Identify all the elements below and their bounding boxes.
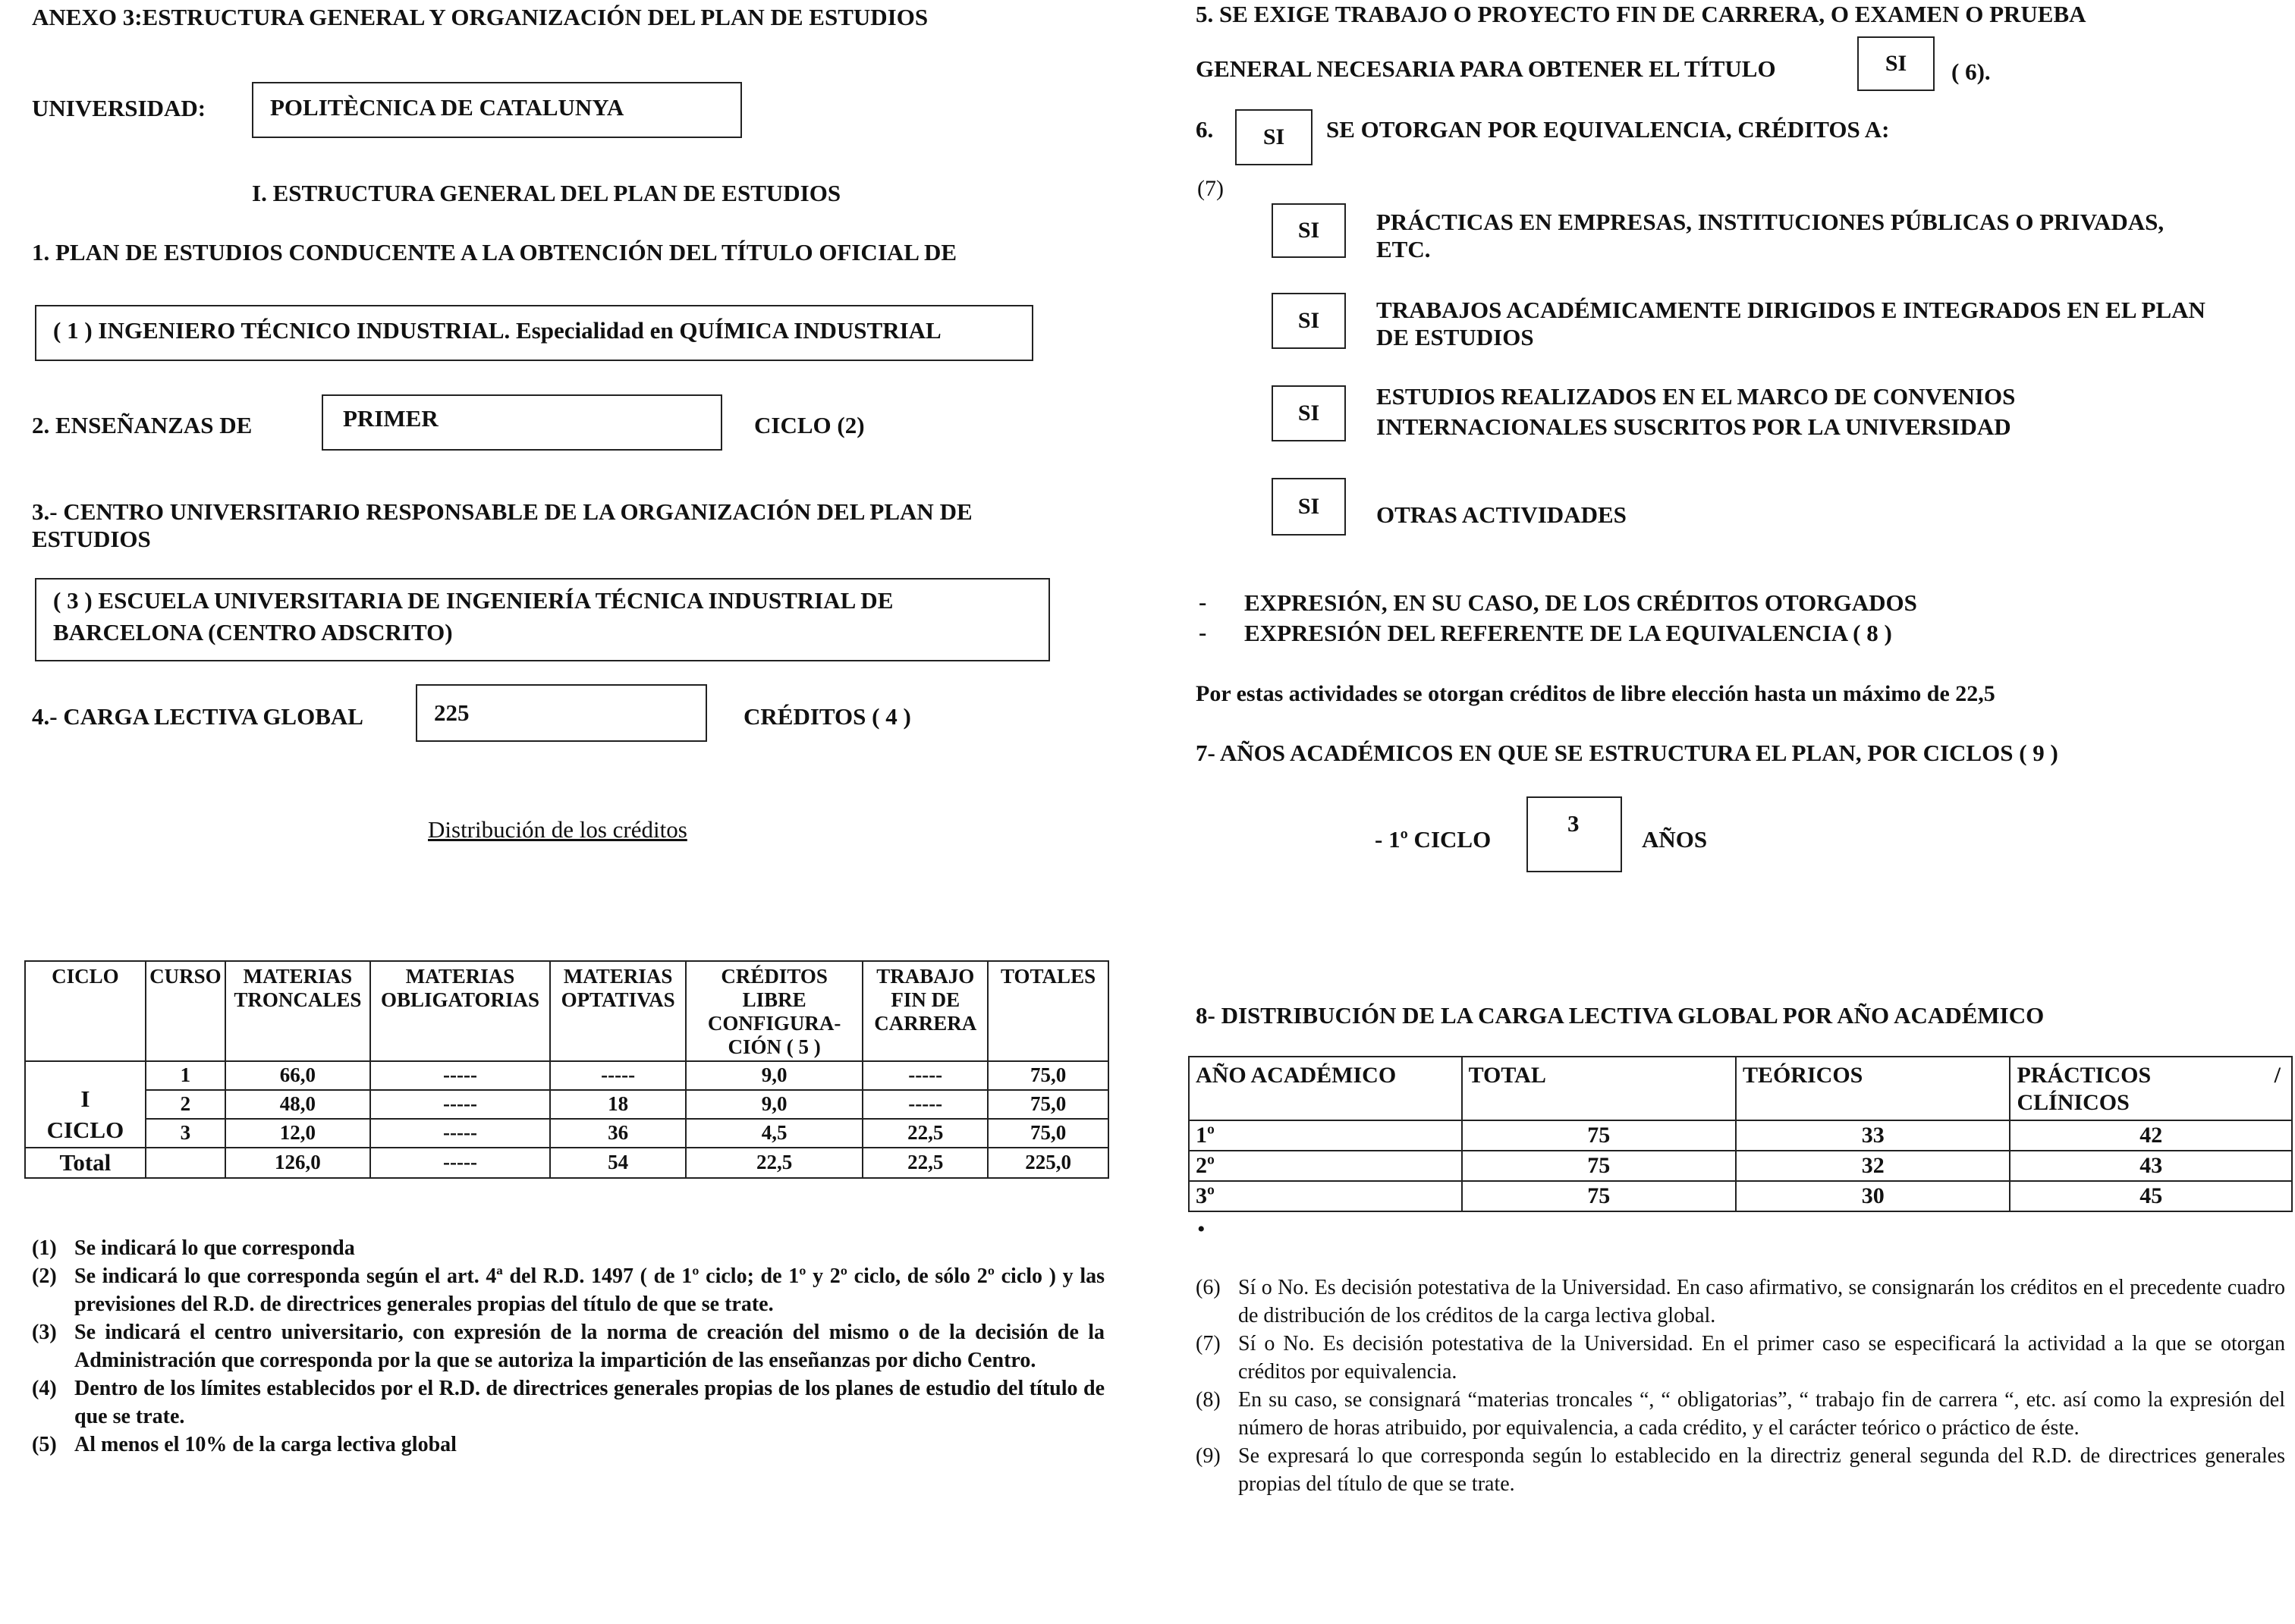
item7-label: 7- AÑOS ACADÉMICOS EN QUE SE ESTRUCTURA EL PLAN, POR CICLOS ( 9 ): [1196, 740, 2058, 766]
option3-line1: ESTUDIOS REALIZADOS EN EL MARCO DE CONVENIOS: [1376, 383, 2016, 410]
item5-line2: GENERAL NECESARIA PARA OBTENER EL TÍTULO: [1196, 55, 1776, 82]
item6-label: SE OTORGAN POR EQUIVALENCIA, CRÉDITOS A:: [1326, 116, 1890, 143]
note-9: (9) Se expresará lo que corresponda según lo establecido en la directriz general segunda del R.D. de directrices generales propias del título de que se trate.: [1196, 1443, 2285, 1496]
cell-curso: 3: [146, 1119, 225, 1148]
th-trabajo: TRABAJO FIN DE CARRERA: [863, 961, 988, 1061]
option2-line2: DE ESTUDIOS: [1376, 324, 1534, 350]
item3-label-2: ESTUDIOS: [32, 526, 151, 552]
cell-optativas: 54: [550, 1148, 686, 1178]
cell-practicos: 43: [2010, 1151, 2292, 1181]
universidad-value: POLITÈCNICA DE CATALUNYA: [270, 94, 624, 121]
cell-total: 75: [1462, 1120, 1736, 1151]
cell-curso: 2: [146, 1090, 225, 1119]
item5-line1: 5. SE EXIGE TRABAJO O PROYECTO FIN DE CARRERA, O EXAMEN O PRUEBA: [1196, 1, 2086, 27]
year-table: [1188, 1056, 2293, 1212]
th-ano: AÑO ACADÉMICO: [1189, 1057, 1462, 1120]
cell-troncales: 126,0: [225, 1148, 370, 1178]
cell-obligatorias: -----: [370, 1090, 550, 1119]
note-2: (2) Se indicará lo que corresponda según el art. 4ª del R.D. 1497 ( de 1º ciclo; de 1º y 2º ciclo, de sólo 2º ciclo ) y las previsiones del R.D. de directrices generales propias del título de que se trate.: [32, 1264, 1105, 1316]
ciclo-label: - 1º CICLO: [1375, 826, 1492, 853]
item4-label: 4.- CARGA LECTIVA GLOBAL: [32, 703, 363, 730]
th-total: TOTAL: [1462, 1057, 1736, 1120]
th-troncales: MATERIAS TRONCALES: [225, 961, 370, 1061]
item5-box: SI: [1857, 36, 1935, 91]
ciclo-value: 3: [1567, 810, 1580, 837]
libre-text: Por estas actividades se otorgan créditos de libre elección hasta un máximo de 22,5: [1196, 681, 1995, 706]
distribution-title: Distribución de los créditos: [428, 816, 687, 843]
table-row: [1189, 1120, 2292, 1151]
cell-teoricos: 30: [1736, 1181, 2010, 1211]
note-3: (3) Se indicará el centro universitario, con expresión de la norma de creación del mismo o de la decisión de la Administración que corresponda por la que se autoriza la impartición de las enseñanzas por dicho Centro.: [32, 1320, 1105, 1372]
th-libre: CRÉDITOS LIBRE CONFIGURA- CIÓN ( 5 ): [686, 961, 863, 1061]
item2-label: 2. ENSEÑANZAS DE: [32, 412, 253, 438]
bullet-2: EXPRESIÓN DEL REFERENTE DE LA EQUIVALENCIA ( 8 ): [1244, 620, 1892, 646]
cell-libre: 9,0: [686, 1090, 863, 1119]
option3-line2: INTERNACIONALES SUSCRITOS POR LA UNIVERSIDAD: [1376, 413, 2011, 440]
cell-trabajo: -----: [863, 1090, 988, 1119]
cell-obligatorias: -----: [370, 1119, 550, 1148]
option4-line1: OTRAS ACTIVIDADES: [1376, 501, 1627, 528]
cell-ano: 2º: [1189, 1151, 1462, 1181]
note-5: (5) Al menos el 10% de la carga lectiva global: [32, 1432, 457, 1456]
item6-num: 6.: [1196, 116, 1214, 143]
cell-optativas: -----: [550, 1061, 686, 1090]
item3-value-1: ( 3 ) ESCUELA UNIVERSITARIA DE INGENIERÍA TÉCNICA INDUSTRIAL DE: [53, 587, 894, 614]
option1-line1: PRÁCTICAS EN EMPRESAS, INSTITUCIONES PÚBLICAS O PRIVADAS,: [1376, 209, 2165, 235]
table-row: [25, 1061, 1108, 1090]
cell-trabajo: 22,5: [863, 1148, 988, 1178]
cell-curso: [146, 1148, 225, 1178]
cell-obligatorias: -----: [370, 1061, 550, 1090]
credits-table: [24, 960, 1109, 1179]
item8-label: 8- DISTRIBUCIÓN DE LA CARGA LECTIVA GLOBAL POR AÑO ACADÉMICO: [1196, 1002, 2045, 1029]
option2-box: SI: [1272, 293, 1346, 349]
note-6: (6) Sí o No. Es decisión potestativa de la Universidad. En caso afirmativo, se consignarán los créditos en el precedente cuadro de distribución de los créditos de la carga lectiva global.: [1196, 1276, 2285, 1327]
table-row: [25, 1119, 1108, 1148]
dash-1: -: [1199, 589, 1207, 615]
th-optativas: MATERIAS OPTATIVAS: [550, 961, 686, 1061]
item1-value: ( 1 ) INGENIERO TÉCNICO INDUSTRIAL. Especialidad en QUÍMICA INDUSTRIAL: [53, 317, 942, 344]
th-ciclo: CICLO: [25, 961, 146, 1061]
cell-total-label: Total: [25, 1148, 146, 1178]
cell-teoricos: 33: [1736, 1120, 2010, 1151]
item4-value: 225: [434, 699, 470, 726]
option1-line2: ETC.: [1376, 236, 1431, 262]
cell-optativas: 36: [550, 1119, 686, 1148]
note-4: (4) Dentro de los límites establecidos por el R.D. de directrices generales propias de los planes de estudio del título de que se trate.: [32, 1376, 1105, 1428]
cell-trabajo: 22,5: [863, 1119, 988, 1148]
option1-box: SI: [1272, 203, 1346, 258]
note-1: (1) Se indicará lo que corresponda: [32, 1236, 355, 1260]
item6-box: SI: [1235, 109, 1313, 165]
ciclo-suffix: AÑOS: [1642, 826, 1708, 853]
option2-line1: TRABAJOS ACADÉMICAMENTE DIRIGIDOS E INTEGRADOS EN EL PLAN: [1376, 297, 2205, 323]
option4-box: SI: [1272, 478, 1346, 536]
note7-marker: (7): [1197, 176, 1224, 201]
table-row: [1189, 1181, 2292, 1211]
th-obligatorias: MATERIAS OBLIGATORIAS: [370, 961, 550, 1061]
cell-total: 75: [1462, 1151, 1736, 1181]
item2-value: PRIMER: [343, 405, 439, 432]
cell-ano: 3º: [1189, 1181, 1462, 1211]
table-row: [25, 1090, 1108, 1119]
th-practicos: PRÁCTICOS / CLÍNICOS: [2010, 1057, 2292, 1120]
item2-suffix: CICLO (2): [754, 412, 865, 438]
cell-troncales: 48,0: [225, 1090, 370, 1119]
item1-label: 1. PLAN DE ESTUDIOS CONDUCENTE A LA OBTENCIÓN DEL TÍTULO OFICIAL DE: [32, 239, 957, 265]
universidad-label: UNIVERSIDAD:: [32, 95, 206, 121]
cell-practicos: 42: [2010, 1120, 2292, 1151]
annex-title: ANEXO 3:ESTRUCTURA GENERAL Y ORGANIZACIÓN DEL PLAN DE ESTUDIOS: [32, 4, 929, 30]
note-8: (8) En su caso, se consignará “materias troncales “, “ obligatorias”, “ trabajo fin de carrera “, etc. así como la expresión del número de horas atribuido, por equivalencia, a cada crédito, y el carácter teórico o práctico de éste.: [1196, 1387, 2285, 1440]
bullet-dot: •: [1197, 1217, 1206, 1242]
section-title: I. ESTRUCTURA GENERAL DEL PLAN DE ESTUDIOS: [252, 180, 841, 206]
bullet-1: EXPRESIÓN, EN SU CASO, DE LOS CRÉDITOS OTORGADOS: [1244, 589, 1917, 616]
note-7: (7) Sí o No. Es decisión potestativa de la Universidad. En el primer caso se especificará la actividad a la que se otorgan créditos por equivalencia.: [1196, 1331, 2285, 1384]
table-total-row: [25, 1148, 1108, 1178]
cell-troncales: 12,0: [225, 1119, 370, 1148]
cell-troncales: 66,0: [225, 1061, 370, 1090]
ciclo-cell: I CICLO: [25, 1061, 146, 1148]
dash-2: -: [1199, 619, 1207, 646]
option3-box: SI: [1272, 385, 1346, 441]
cell-ano: 1º: [1189, 1120, 1462, 1151]
table-row: [1189, 1151, 2292, 1181]
cell-libre: 22,5: [686, 1148, 863, 1178]
left-notes: [32, 1235, 1105, 1459]
right-notes: [1196, 1274, 2285, 1499]
item5-suffix: ( 6).: [1951, 58, 1991, 85]
cell-curso: 1: [146, 1061, 225, 1090]
cell-total: 75,0: [988, 1119, 1108, 1148]
item4-suffix: CRÉDITOS ( 4 ): [744, 703, 911, 730]
th-totales: TOTALES: [988, 961, 1108, 1061]
cell-total: 75,0: [988, 1090, 1108, 1119]
cell-total: 75,0: [988, 1061, 1108, 1090]
item3-value-2: BARCELONA (CENTRO ADSCRITO): [53, 619, 453, 646]
th-curso: CURSO: [146, 961, 225, 1061]
cell-trabajo: -----: [863, 1061, 988, 1090]
cell-teoricos: 32: [1736, 1151, 2010, 1181]
item3-label-1: 3.- CENTRO UNIVERSITARIO RESPONSABLE DE LA ORGANIZACIÓN DEL PLAN DE: [32, 498, 973, 525]
cell-total: 225,0: [988, 1148, 1108, 1178]
cell-practicos: 45: [2010, 1181, 2292, 1211]
cell-libre: 4,5: [686, 1119, 863, 1148]
cell-libre: 9,0: [686, 1061, 863, 1090]
cell-obligatorias: -----: [370, 1148, 550, 1178]
cell-optativas: 18: [550, 1090, 686, 1119]
th-teoricos: TEÓRICOS: [1736, 1057, 2010, 1120]
cell-total: 75: [1462, 1181, 1736, 1211]
